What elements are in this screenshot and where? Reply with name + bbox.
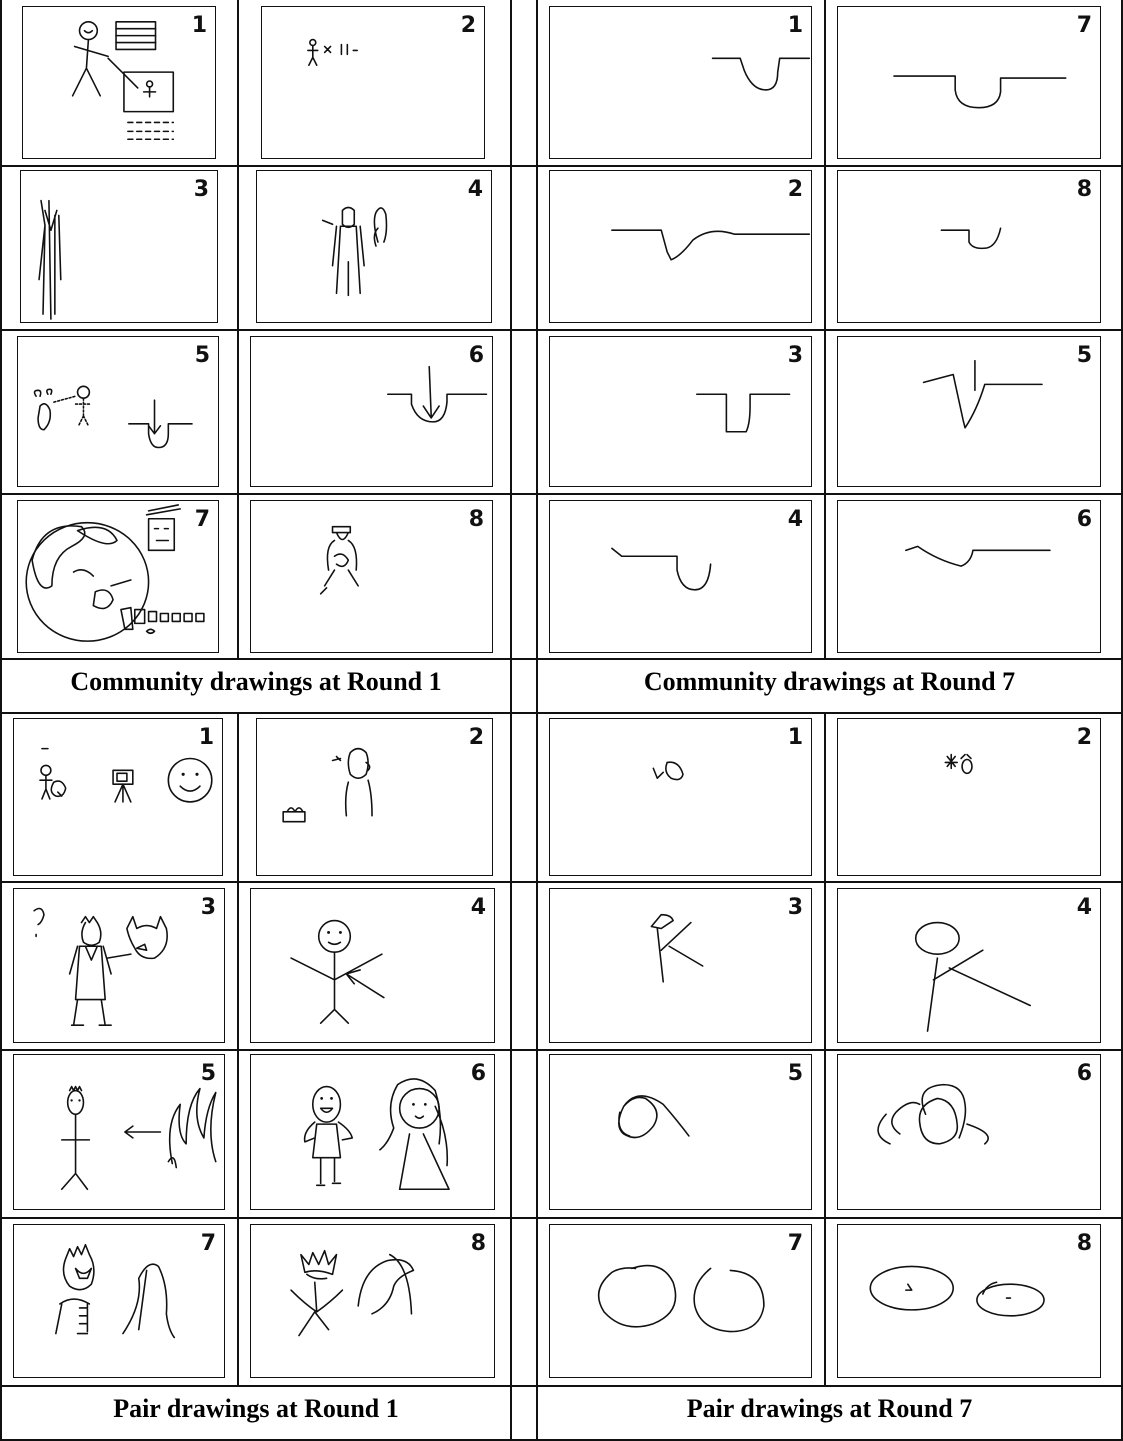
panel-number: 7 [200,1231,216,1256]
community-r7-panel-1 [549,6,812,159]
sketch-circle-k [838,889,1100,1042]
sketch-person-and-box [257,719,492,875]
panel-number: 6 [1076,507,1092,532]
panel-number: 2 [468,725,484,750]
panel-number: 4 [787,507,803,532]
row-rule [0,881,1123,883]
sketch-hearts-figure-dip [18,337,218,486]
community-r7-panel-2 [549,170,812,323]
sketch-loops-pair [838,1055,1100,1209]
center-divider-2 [536,0,538,1441]
sketch-star-loop [838,719,1100,875]
sketch-man-and-woman [257,171,491,322]
panel-number: 3 [787,343,803,368]
caption-community-round-1: Community drawings at Round 1 [70,667,442,696]
row-rule [0,493,1123,495]
community-r7-panel-8 [837,170,1101,323]
panel-number: 5 [1076,343,1092,368]
community-r7-panel-7 [837,6,1101,159]
panel-number: 2 [460,13,476,38]
community-r7-panel-3 [549,336,812,487]
pair-r1-panel-7 [13,1224,225,1378]
row-rule [0,1217,1123,1219]
sketch-two-smiling-figures [251,1055,494,1209]
panel-number: 8 [1076,1231,1092,1256]
panel-number: 1 [787,725,803,750]
community-r7-panel-6 [837,500,1101,653]
panel-number: 5 [200,1061,216,1086]
sketch-man-and-bull [14,889,224,1042]
row-rule [0,1385,1123,1387]
sketch-dip-line [550,501,811,652]
panel-number: 6 [470,1061,486,1086]
row-rule [0,1049,1123,1051]
sketch-figure-arrow-flames [14,1055,224,1209]
pair-r1-panel-3 [13,888,225,1043]
community-r1-panel-5 [17,336,219,487]
sketch-globe-faces [18,501,218,652]
sketch-dip-line-tick [838,337,1100,486]
panel-number: 8 [470,1231,486,1256]
community-r1-panel-2 [261,6,485,159]
sketch-small-loop [550,719,811,875]
panel-number: 3 [193,177,209,202]
pair-r1-panel-8 [250,1224,495,1378]
sketch-figures-camera-face [14,719,222,875]
sketch-stick-figure-flag [23,7,215,158]
panel-number: 5 [194,343,210,368]
sketch-loop-a [550,1055,811,1209]
panel-number: 4 [470,895,486,920]
row-rule [0,165,1123,167]
sketch-suited-figure [21,171,217,322]
panel-number: 6 [1076,1061,1092,1086]
panel-number: 2 [787,177,803,202]
community-r1-panel-3 [20,170,218,323]
panel-number: 7 [1076,13,1092,38]
pair-r7-panel-7 [549,1224,812,1378]
pair-r1-panel-4 [250,888,495,1043]
panel-number: 8 [1076,177,1092,202]
panel-number: 3 [200,895,216,920]
pair-r7-panel-6 [837,1054,1101,1210]
row-rule [0,329,1123,331]
community-r7-panel-5 [837,336,1101,487]
pair-r1-panel-5 [13,1054,225,1210]
caption-pair-round-1: Pair drawings at Round 1 [113,1394,399,1423]
community-r1-panel-4 [256,170,492,323]
sketch-two-flat-ovals [838,1225,1100,1377]
outer-left-rule [0,0,2,1441]
sketch-dip-line [838,171,1100,322]
pair-r7-panel-2 [837,718,1101,876]
pair-r7-panel-5 [549,1054,812,1210]
sketch-dip-line [550,7,811,158]
pair-r1-panel-2 [256,718,493,876]
sketch-dip-line [550,337,811,486]
community-r7-panel-4 [549,500,812,653]
row-rule [0,658,1123,660]
sketch-tiny-figure [262,7,484,158]
caption-pair-round-7: Pair drawings at Round 7 [686,1394,973,1423]
sketch-dip-line [550,171,811,322]
pair-r1-panel-1 [13,718,223,876]
panel-number: 1 [191,13,207,38]
sketch-seated-person [251,501,492,652]
sketch-crowned-figure-woman [14,1225,224,1377]
pair-r1-panel-6 [250,1054,495,1210]
panel-number: 7 [787,1231,803,1256]
panel-number: 6 [468,343,484,368]
sketch-crown-figure-hair [251,1225,494,1377]
community-r1-panel-6 [250,336,493,487]
panel-number: 7 [194,507,210,532]
pair-r7-panel-4 [837,888,1101,1043]
center-divider [510,0,512,1441]
sketch-small-k [550,889,811,1042]
panel-number: 1 [787,13,803,38]
panel-number: 4 [467,177,483,202]
community-r1-panel-8 [250,500,493,653]
panel-number: 5 [787,1061,803,1086]
sketch-dip-line [838,7,1100,158]
panel-number: 3 [787,895,803,920]
sketch-dip-line [838,501,1100,652]
panel-number: 8 [468,507,484,532]
panel-number: 2 [1076,725,1092,750]
sketch-arrow-dip [251,337,492,486]
sketch-stick-figure-arrow [251,889,494,1042]
panel-number: 4 [1076,895,1092,920]
row-rule [0,712,1123,714]
sketch-two-ovals [550,1225,811,1377]
community-r1-panel-1 [22,6,216,159]
pair-r7-panel-8 [837,1224,1101,1378]
caption-community-round-7: Community drawings at Round 7 [643,667,1016,696]
pair-r7-panel-1 [549,718,812,876]
community-r1-panel-7 [17,500,219,653]
pair-r7-panel-3 [549,888,812,1043]
panel-number: 1 [198,725,214,750]
